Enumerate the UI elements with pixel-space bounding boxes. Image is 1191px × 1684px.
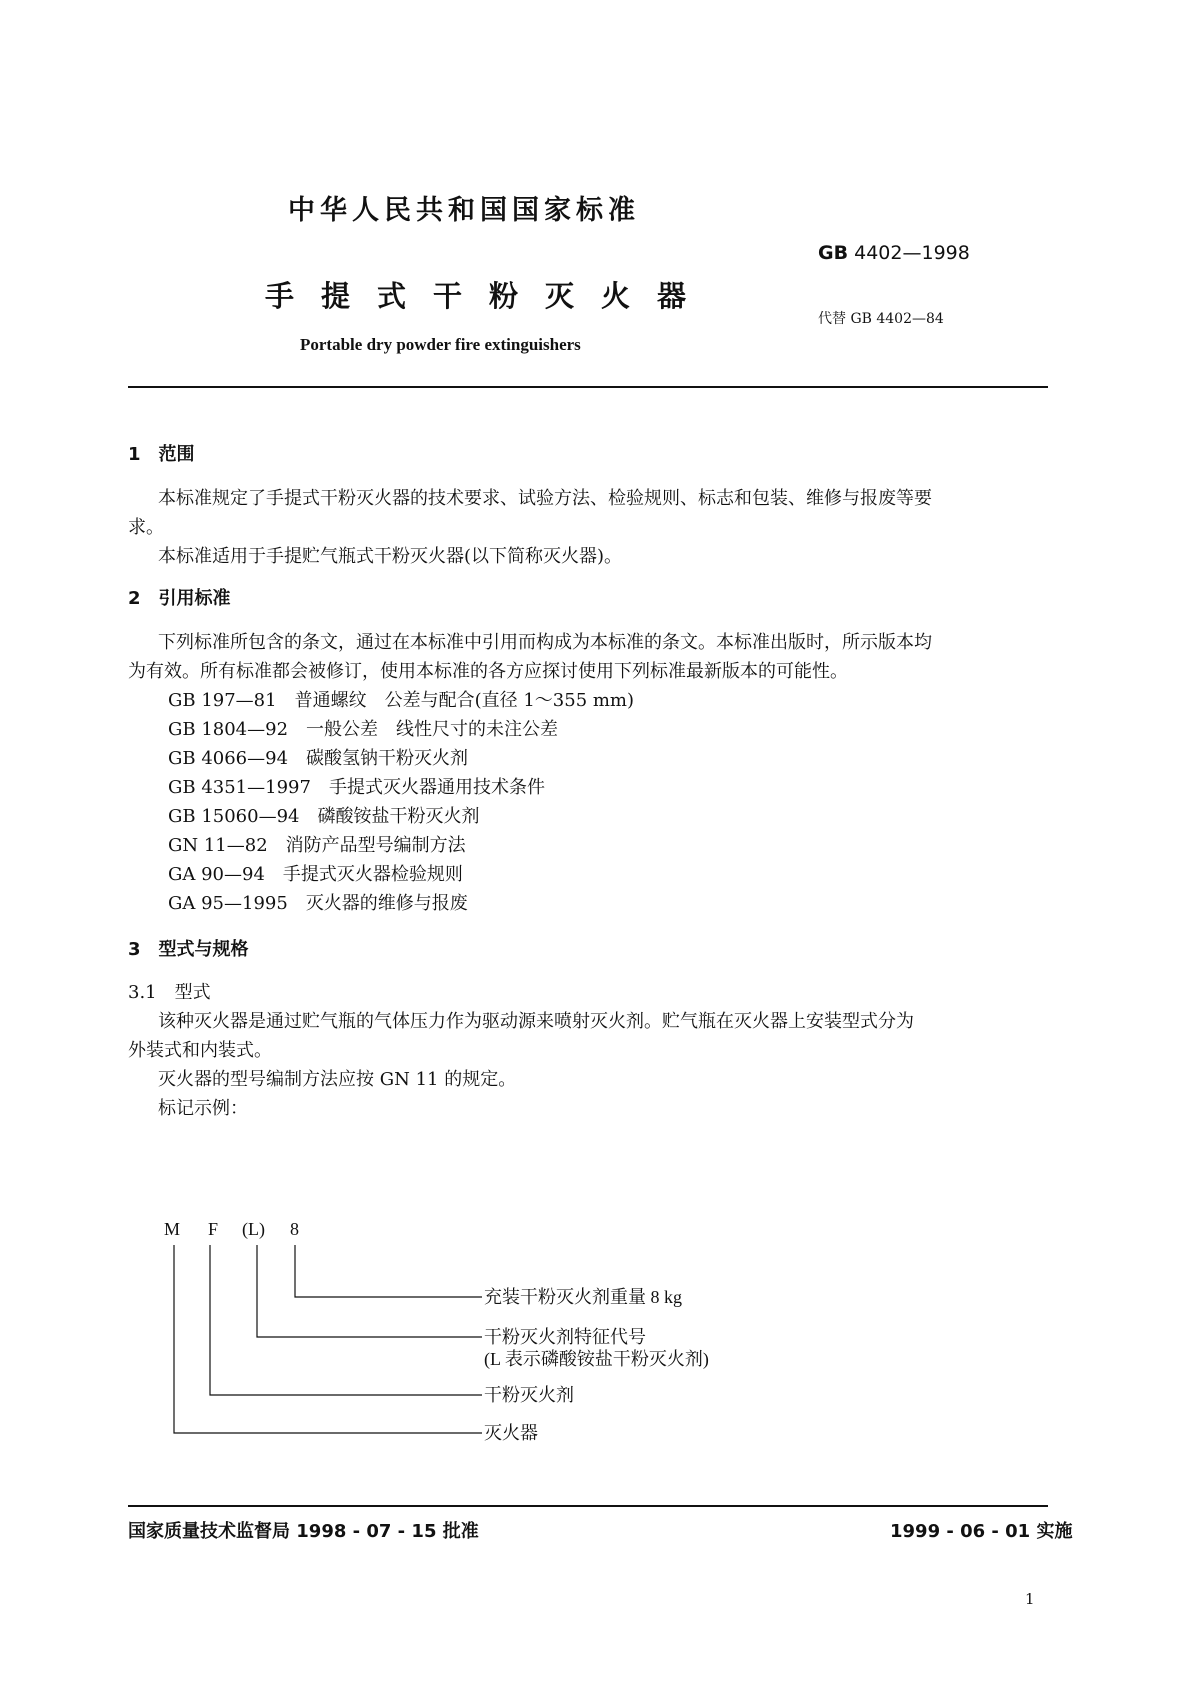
section-2-heading: 2 引用标准 <box>128 588 231 609</box>
leader-line-feature <box>257 1245 482 1337</box>
standard-number <box>818 242 970 264</box>
section-3-paragraph-1-cont: 外装式和内装式。 <box>128 1040 272 1061</box>
section-1-paragraph-1-cont: 求。 <box>128 517 164 538</box>
leader-line-agent <box>210 1245 482 1395</box>
approval-statement: 国家质量技术监督局 1998 - 07 - 15 批准 <box>128 1521 479 1542</box>
label-feature-code: 干粉灭火剂特征代号 <box>484 1327 646 1347</box>
section-1-paragraph-2: 本标准适用于手提贮气瓶式干粉灭火器(以下简称灭火器)。 <box>158 546 623 567</box>
reference-code: GN 11—82 <box>168 835 268 856</box>
reference-title: 灭火器的维修与报废 <box>305 893 468 914</box>
header-rule <box>128 386 1048 388</box>
reference-title: 手提式灭火器通用技术条件 <box>328 777 545 798</box>
reference-title: 一般公差 线性尺寸的未注公差 <box>306 719 559 740</box>
reference-code: GB 4066—94 <box>168 748 289 769</box>
reference-title: 普通螺纹 公差与配合(直径 1～355 mm) <box>294 690 635 711</box>
reference-code: GB 197—81 <box>168 690 277 711</box>
reference-code: GB 4351—1997 <box>168 777 311 798</box>
label-weight: 充装干粉灭火剂重量 8 kg <box>484 1287 682 1307</box>
label-feature-note: (L 表示磷酸铵盐干粉灭火剂) <box>484 1349 709 1369</box>
label-extinguisher: 灭火器 <box>484 1423 538 1443</box>
page-number: 1 <box>1025 1590 1035 1608</box>
document-title: 手提式干粉灭火器 <box>265 279 714 313</box>
code-letter-l: (L) <box>242 1219 265 1239</box>
section-2-paragraph-cont: 为有效。所有标准都会被修订，使用本标准的各方应探讨使用下列标准最新版本的可能性。 <box>128 661 848 682</box>
reference-item <box>168 686 634 712</box>
reference-item <box>168 889 468 915</box>
reference-code: GA 90—94 <box>168 864 265 885</box>
code-letter-m: M <box>164 1219 181 1239</box>
code-letter-f: F <box>208 1219 219 1239</box>
reference-title: 磷酸铵盐干粉灭火剂 <box>317 806 480 827</box>
leader-line-extinguisher <box>174 1245 482 1433</box>
reference-item <box>168 860 463 886</box>
reference-code: GB 1804—92 <box>168 719 289 740</box>
section-1-heading: 1 范围 <box>128 444 195 465</box>
standard-prefix: GB <box>818 242 849 264</box>
reference-item <box>168 773 545 799</box>
section-3-paragraph-1: 该种灭火器是通过贮气瓶的气体压力作为驱动源来喷射灭火剂。贮气瓶在灭火器上安装型式分为 <box>158 1011 914 1032</box>
reference-item <box>168 802 480 828</box>
footer-rule <box>128 1505 1048 1507</box>
national-standard-title: 中华人民共和国国家标准 <box>288 195 640 226</box>
reference-item <box>168 744 468 770</box>
replaces-standard: 代替 GB 4402—84 <box>818 311 944 327</box>
section-2-paragraph: 下列标准所包含的条文，通过在本标准中引用而构成为本标准的条文。本标准出版时，所示版本均 <box>158 632 932 653</box>
model-code-diagram <box>150 1215 790 1475</box>
section-1-paragraph-1: 本标准规定了手提式干粉灭火器的技术要求、试验方法、检验规则、标志和包装、维修与报废等要 <box>158 488 932 509</box>
leader-line-weight <box>295 1245 482 1297</box>
section-3-heading: 3 型式与规格 <box>128 939 249 960</box>
section-3-paragraph-2: 灭火器的型号编制方法应按 GN 11 的规定。 <box>158 1069 517 1090</box>
section-3-1-heading: 3.1 型式 <box>128 982 211 1003</box>
reference-item <box>168 831 466 857</box>
reference-title: 消防产品型号编制方法 <box>285 835 466 856</box>
reference-code: GB 15060—94 <box>168 806 300 827</box>
effective-date: 1999 - 06 - 01 实施 <box>890 1521 1073 1542</box>
code-number: 8 <box>290 1219 299 1239</box>
reference-title: 手提式灭火器检验规则 <box>282 864 463 885</box>
reference-code: GA 95—1995 <box>168 893 288 914</box>
reference-item <box>168 715 558 741</box>
english-title: Portable dry powder fire extinguishers <box>300 335 581 354</box>
standard-code: 4402—1998 <box>854 242 970 264</box>
reference-title: 碳酸氢钠干粉灭火剂 <box>306 748 469 769</box>
section-3-paragraph-3: 标记示例： <box>158 1098 248 1119</box>
label-agent: 干粉灭火剂 <box>484 1385 574 1405</box>
